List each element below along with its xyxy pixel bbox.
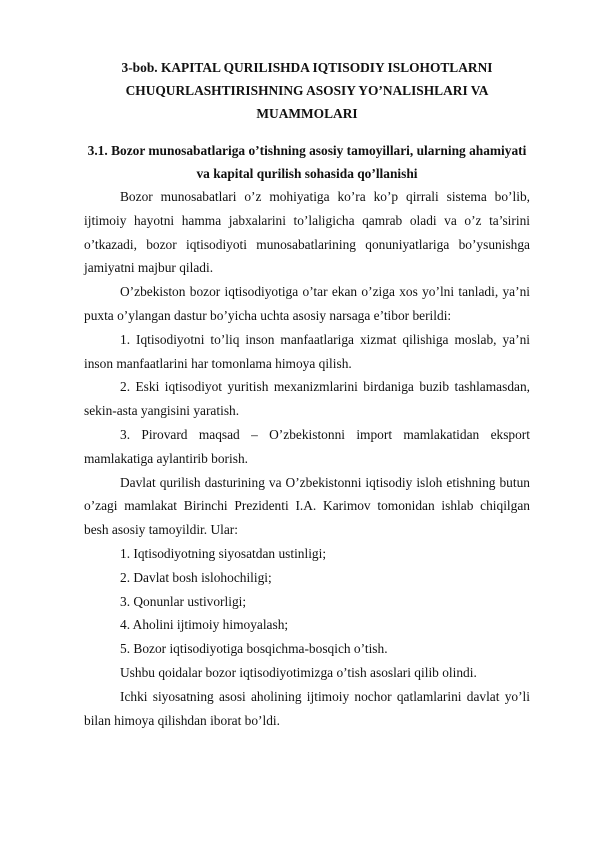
- chapter-title-line-1: 3-bob. KAPITAL QURILISHDA IQTISODIY ISLOHOTLARNI: [121, 60, 493, 75]
- section-title-line-2: va kapital qurilish sohasida qo’llanishi: [196, 166, 418, 181]
- body-text: [84, 185, 530, 732]
- list-item-2: 2. Eski iqtisodiyot yuritish mexanizmlarini birdaniga buzib tashlamasdan, sekin-asta yangisini yaratish.: [84, 379, 530, 419]
- principle-item-5: 5. Bozor iqtisodiyotiga bosqichma-bosqich o’tish.: [120, 641, 388, 657]
- principle-item-3: 3. Qonunlar ustivorligi;: [120, 593, 247, 609]
- paragraph-rules: Ushbu qoidalar bozor iqtisodiyotimizga o’tish asoslari qilib olindi.: [120, 664, 477, 680]
- chapter-title-line-2: CHUQURLASHTIRISHNING ASOSIY YO’NALISHLARI VA: [125, 83, 489, 98]
- chapter-title: [84, 56, 530, 125]
- section-title-line-1: 3.1. Bozor munosabatlariga o’tishning asosiy tamoyillari, ularning ahamiyati: [87, 143, 527, 158]
- document-page: [84, 56, 530, 732]
- paragraph-intro: Bozor munosabatlari o’z mohiyatiga ko’ra ko’p qirrali sistema bo’lib, ijtimoiy hayotni hamma jabxalarini to’laligicha qamrab oladi va o’z ta’sirini o’tkazadi, bozor iqtisodiyoti munosabatlarining qonuniyatlariga bo’ysunishga jamiyatni majbur qiladi.: [84, 189, 530, 276]
- list-item-3: 3. Pirovard maqsad – O’zbekistonni import mamlakatidan eksport mamlakatiga aylantirib borish.: [84, 426, 530, 466]
- principle-item-2: 2. Davlat bosh islohochiligi;: [120, 569, 272, 585]
- chapter-title-line-3: MUAMMOLARI: [256, 106, 358, 121]
- paragraph-uzbekistan-path: O’zbekiston bozor iqtisodiyotiga o’tar ekan o’ziga xos yo’lni tanladi, ya’ni puxta o’ylangan dastur bo’yicha uchta asosiy narsaga e’tibor berildi:: [84, 284, 530, 323]
- principle-item-4: 4. Aholini ijtimoiy himoyalash;: [120, 617, 289, 633]
- paragraph-internal-policy: Ichki siyosatning asosi aholining ijtimoiy nochor qatlamlarini davlat yo’li bilan himoya qilishdan iborat bo’ldi.: [84, 688, 530, 728]
- principle-item-1: 1. Iqtisodiyotning siyosatdan ustinligi;: [120, 545, 327, 561]
- section-title: [84, 139, 530, 185]
- paragraph-principles: Davlat qurilish dasturining va O’zbekistonni iqtisodiy isloh etishning butun o’zagi mamlakat Birinchi Prezidenti I.A. Karimov tomonidan ishlab chiqilgan besh asosiy tamoyildir. Ular:: [84, 474, 530, 538]
- list-item-1: 1. Iqtisodiyotni to’liq inson manfaatlariga xizmat qilishiga moslab, ya’ni inson manfaatlarini har tomonlama himoya qilish.: [84, 331, 530, 371]
